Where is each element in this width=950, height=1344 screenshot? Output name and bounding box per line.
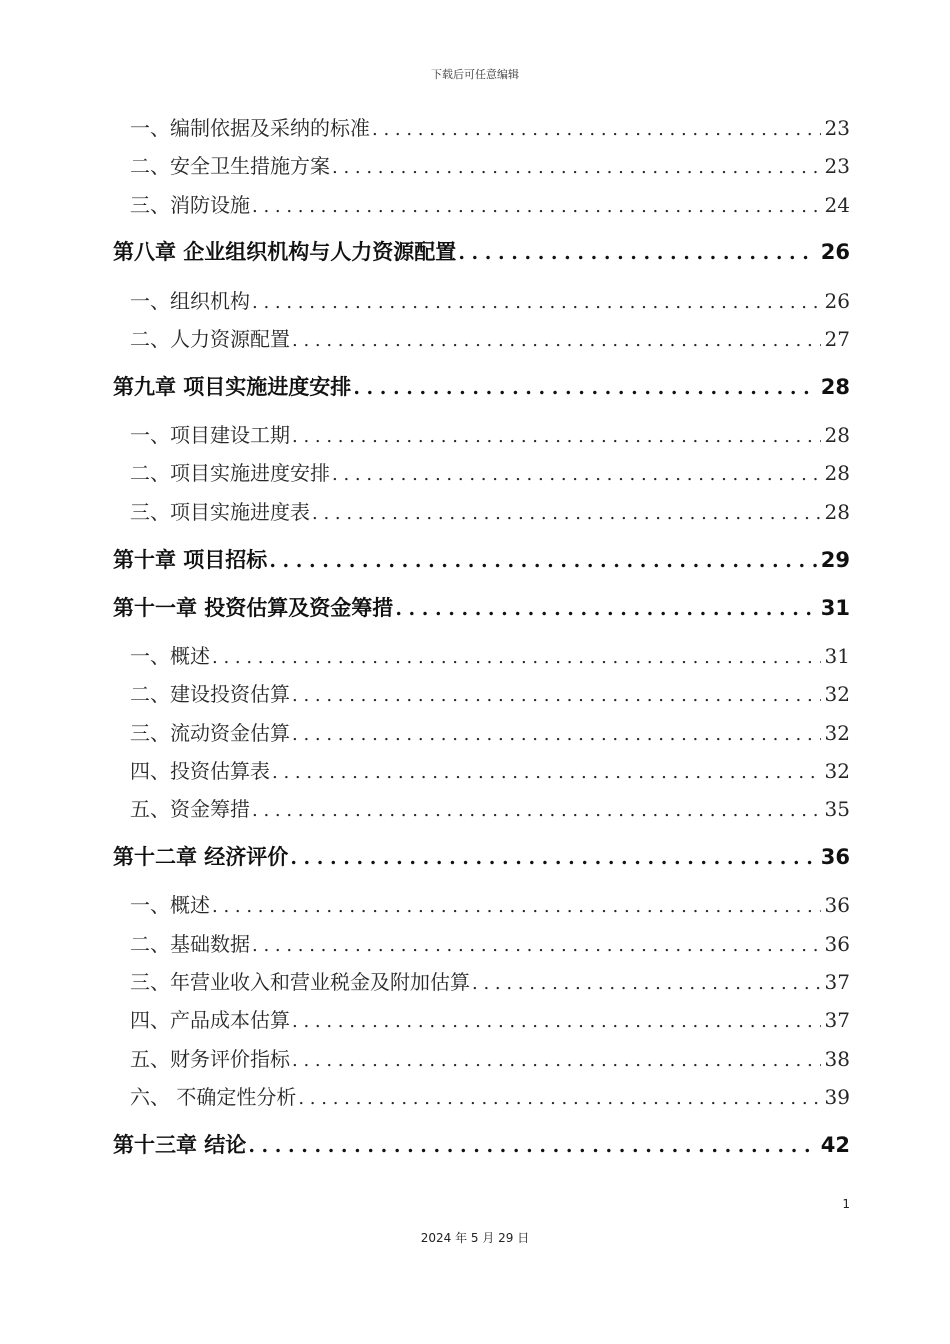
- toc-dot-leader: [292, 685, 821, 706]
- toc-section-entry[interactable]: [130, 150, 850, 179]
- toc-section-entry[interactable]: [130, 1043, 850, 1072]
- toc-section-entry[interactable]: [130, 793, 850, 822]
- toc-dot-leader: [458, 242, 816, 264]
- toc-section-entry[interactable]: [130, 928, 850, 957]
- toc-entry-title: 五、资金筹措: [130, 797, 250, 821]
- toc-entry-page: 29: [820, 548, 850, 572]
- toc-dot-leader: [292, 330, 821, 351]
- toc-entry-title: 二、项目实施进度安排: [130, 461, 330, 485]
- toc-entry-page: 31: [824, 644, 850, 668]
- toc-section-entry[interactable]: [130, 678, 850, 707]
- toc-entry-page: 37: [824, 1008, 850, 1032]
- toc-entry-page: 26: [824, 289, 850, 313]
- toc-section-entry[interactable]: [130, 189, 850, 218]
- toc-dot-leader: [252, 935, 821, 956]
- toc-chapter-entry[interactable]: [113, 592, 850, 622]
- toc-section-entry[interactable]: [130, 1004, 850, 1033]
- toc-dot-leader: [292, 426, 821, 447]
- toc-entry-title: 二、安全卫生措施方案: [130, 154, 330, 178]
- toc-entry-title: 第九章 项目实施进度安排: [113, 375, 352, 399]
- toc-entry-title: 四、产品成本估算: [130, 1008, 290, 1032]
- toc-entry-title: 五、财务评价指标: [130, 1047, 290, 1071]
- toc-dot-leader: [372, 119, 821, 140]
- toc-entry-title: 一、编制依据及采纳的标准: [130, 116, 370, 140]
- toc-section-entry[interactable]: [130, 640, 850, 669]
- toc-dot-leader: [212, 647, 821, 668]
- toc-section-entry[interactable]: [130, 717, 850, 746]
- toc-entry-page: 39: [824, 1085, 850, 1109]
- toc-entry-page: 32: [824, 759, 850, 783]
- toc-dot-leader: [269, 550, 816, 572]
- toc-section-entry[interactable]: [130, 285, 850, 314]
- toc-entry-title: 一、概述: [130, 893, 210, 917]
- toc-entry-title: 第十一章 投资估算及资金筹措: [113, 596, 394, 620]
- toc-section-entry[interactable]: [130, 323, 850, 352]
- footer-date: 2024 年 5 月 29 日: [420, 1231, 530, 1245]
- toc-entry-page: 38: [824, 1047, 850, 1071]
- toc-entry-title: 四、投资估算表: [130, 759, 270, 783]
- toc-entry-title: 第十章 项目招标: [113, 548, 268, 572]
- toc-entry-page: 27: [824, 327, 850, 351]
- toc-chapter-entry[interactable]: [113, 544, 850, 574]
- toc-entry-page: 28: [824, 500, 850, 524]
- toc-dot-leader: [292, 724, 821, 745]
- toc-entry-page: 36: [824, 932, 850, 956]
- toc-entry-page: 28: [824, 461, 850, 485]
- toc-dot-leader: [332, 157, 821, 178]
- toc-entry-title: 三、年营业收入和营业税金及附加估算: [130, 970, 470, 994]
- toc-dot-leader: [312, 503, 821, 524]
- toc-section-entry[interactable]: [130, 966, 850, 995]
- toc-entry-title: 第十三章 结论: [113, 1133, 247, 1157]
- toc-entry-page: 35: [824, 797, 850, 821]
- toc-section-entry[interactable]: [130, 457, 850, 486]
- toc-dot-leader: [292, 1050, 821, 1071]
- toc-dot-leader: [292, 1011, 821, 1032]
- toc-entry-title: 一、组织机构: [130, 289, 250, 313]
- toc-dot-leader: [212, 896, 821, 917]
- page-header: 下载后可任意编辑: [431, 68, 519, 81]
- toc-entry-page: 36: [824, 893, 850, 917]
- toc-entry-page: 24: [824, 193, 850, 217]
- toc-section-entry[interactable]: [130, 112, 850, 141]
- toc-dot-leader: [298, 1088, 820, 1109]
- toc-entry-title: 一、项目建设工期: [130, 423, 290, 447]
- toc-dot-leader: [248, 1135, 816, 1157]
- toc-section-entry[interactable]: [130, 889, 850, 918]
- toc-entry-page: 26: [820, 240, 850, 264]
- toc-entry-title: 一、概述: [130, 644, 210, 668]
- toc-chapter-entry[interactable]: [113, 841, 850, 871]
- toc-section-entry[interactable]: [130, 496, 850, 525]
- toc-dot-leader: [395, 598, 816, 620]
- toc-section-entry[interactable]: [130, 419, 850, 448]
- toc-entry-page: 28: [824, 423, 850, 447]
- toc-chapter-entry[interactable]: [113, 236, 850, 266]
- toc-entry-title: 二、基础数据: [130, 932, 250, 956]
- toc-entry-title: 三、项目实施进度表: [130, 500, 310, 524]
- toc-entry-page: 37: [824, 970, 850, 994]
- toc-dot-leader: [472, 973, 821, 994]
- toc-entry-title: 二、人力资源配置: [130, 327, 290, 351]
- toc-entry-page: 36: [820, 845, 850, 869]
- toc-entry-page: 32: [824, 721, 850, 745]
- toc-dot-leader: [252, 292, 821, 313]
- page-number: 1: [842, 1197, 850, 1211]
- toc-chapter-entry[interactable]: [113, 1129, 850, 1159]
- toc-entry-title: 第十二章 经济评价: [113, 845, 289, 869]
- toc-entry-page: 31: [820, 596, 850, 620]
- toc-section-entry[interactable]: [130, 755, 850, 784]
- toc-entry-page: 42: [820, 1133, 850, 1157]
- toc-entry-page: 32: [824, 682, 850, 706]
- toc-entry-page: 23: [824, 116, 850, 140]
- toc-entry-title: 三、消防设施: [130, 193, 250, 217]
- toc-entry-title: 三、流动资金估算: [130, 721, 290, 745]
- toc-chapter-entry[interactable]: [113, 371, 850, 401]
- toc-dot-leader: [252, 800, 821, 821]
- toc-dot-leader: [353, 377, 816, 399]
- toc-entry-title: 第八章 企业组织机构与人力资源配置: [113, 240, 457, 264]
- toc-entry-page: 23: [824, 154, 850, 178]
- toc-dot-leader: [332, 464, 821, 485]
- toc-dot-leader: [252, 196, 821, 217]
- toc-entry-title: 二、建设投资估算: [130, 682, 290, 706]
- toc-dot-leader: [290, 847, 816, 869]
- toc-entry-title: 六、 不确定性分析: [130, 1085, 297, 1109]
- toc-dot-leader: [272, 762, 821, 783]
- toc-entry-page: 28: [820, 375, 850, 399]
- toc-section-entry[interactable]: [130, 1081, 850, 1110]
